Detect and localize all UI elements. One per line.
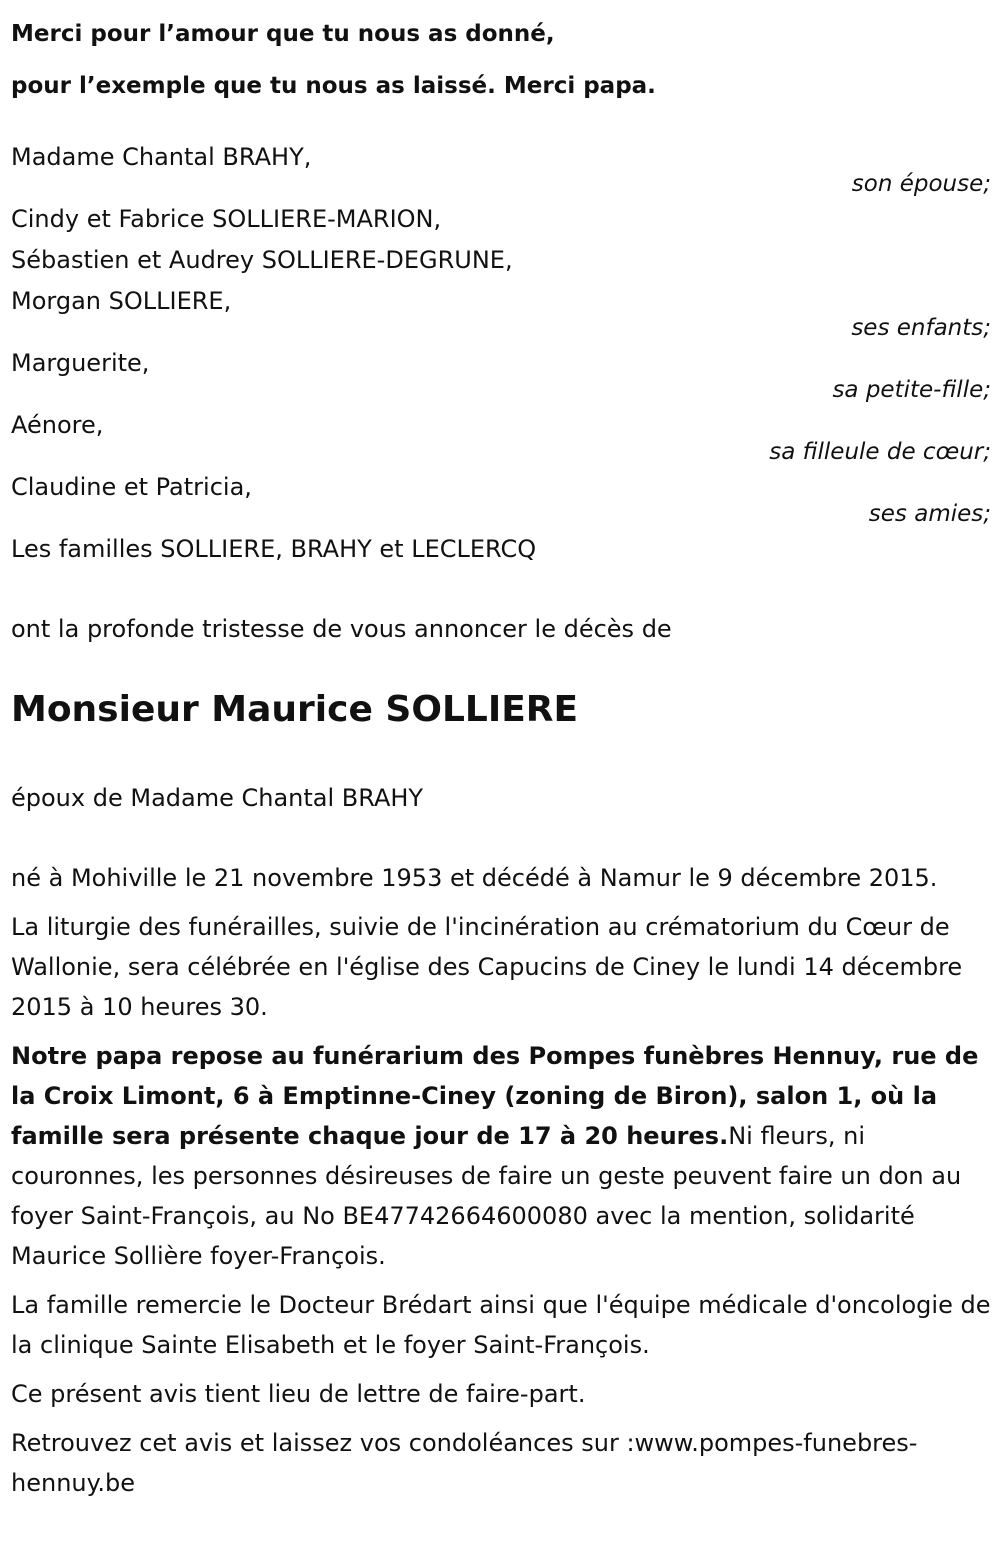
mourners-list [11, 137, 991, 570]
deceased-name: Monsieur Maurice SOLLIERE [11, 689, 579, 730]
funerarium-paragraph [11, 1036, 993, 1276]
mourner-name: Claudine et Patricia, [11, 473, 252, 501]
mourner-relation: son épouse; [851, 171, 991, 197]
mourner-name: Les familles SOLLIERE, BRAHY et LECLERCQ [11, 535, 537, 563]
epigraph-line-2: pour l’exemple que tu nous as laissé. Merci papa. [11, 73, 656, 99]
condolences-paragraph: Retrouvez cet avis et laissez vos condoléances sur :www.pompes-funebres-hennuy.be [11, 1429, 918, 1497]
epigraph [11, 8, 656, 112]
mourner-group-granddaughter [11, 343, 991, 403]
mourner-relation: ses enfants; [851, 315, 991, 341]
mourner-relation: sa petite-fille; [832, 377, 991, 403]
mourner-name: Madame Chantal BRAHY, [11, 143, 312, 171]
flowers-text: Ni fleurs, ni couronnes, les personnes désireuses de faire un geste peuvent faire un don au foyer Saint-François, au No BE47742664600080 avec la mention, solidarité Maurice Sollière foyer-François. [11, 1122, 962, 1270]
mourner-relation: ses amies; [868, 501, 991, 527]
mourner-name: Aénore, [11, 411, 104, 439]
spouse-line: époux de Madame Chantal BRAHY [11, 784, 424, 812]
obituary-details [11, 858, 993, 1512]
mourner-relation: sa filleule de cœur; [769, 439, 991, 465]
mourner-name: Sébastien et Audrey SOLLIERE-DEGRUNE, [11, 246, 513, 274]
mourner-group-spouse [11, 137, 991, 197]
mourner-name: Marguerite, [11, 349, 150, 377]
birth-death-paragraph: né à Mohiville le 21 novembre 1953 et décédé à Namur le 9 décembre 2015. [11, 864, 938, 892]
mourner-name: Morgan SOLLIERE, [11, 287, 232, 315]
funerarium-text: Notre papa repose au funérarium des Pompes funèbres Hennuy, rue de la Croix Limont, 6 à Emptinne-Ciney (zoning de Biron), salon 1, où la famille sera présente chaque jour de 17 à 20 heures. [11, 1042, 979, 1150]
mourner-group-goddaughter [11, 405, 991, 465]
liturgy-paragraph: La liturgie des funérailles, suivie de l'incinération au crématorium du Cœur de Wallonie, sera célébrée en l'église des Capucins de Ciney le lundi 14 décembre 2015 à 10 heures 30. [11, 913, 963, 1021]
mourner-name: Cindy et Fabrice SOLLIERE-MARION, [11, 205, 442, 233]
mourner-group-friends [11, 467, 991, 527]
notice-paragraph: Ce présent avis tient lieu de lettre de faire-part. [11, 1380, 586, 1408]
mourner-group-children [11, 199, 991, 341]
mourner-group-families [11, 529, 991, 570]
thanks-paragraph: La famille remercie le Docteur Brédart ainsi que l'équipe médicale d'oncologie de la clinique Sainte Elisabeth et le foyer Saint-François. [11, 1291, 991, 1359]
announcement-intro: ont la profonde tristesse de vous annoncer le décès de [11, 615, 672, 643]
epigraph-line-1: Merci pour l’amour que tu nous as donné, [11, 21, 555, 47]
